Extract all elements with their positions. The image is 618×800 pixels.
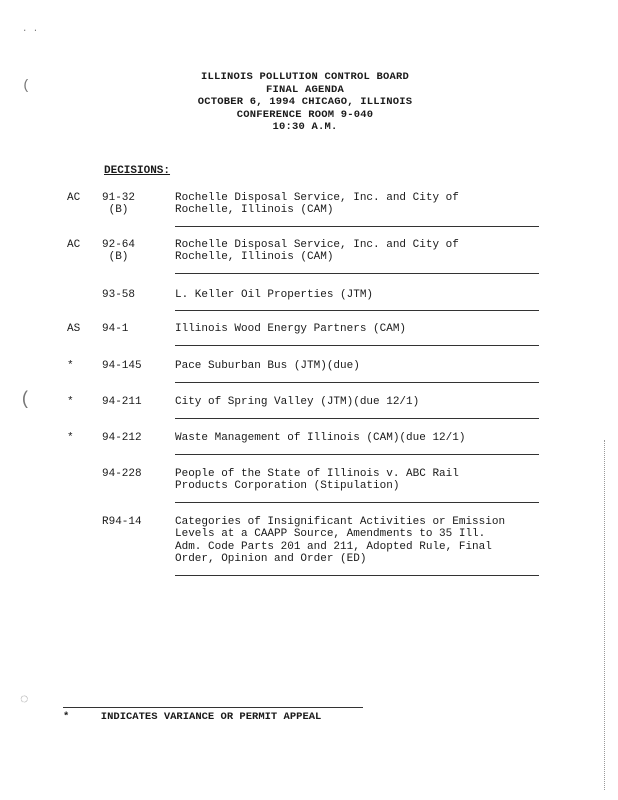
item-code: * bbox=[67, 396, 74, 408]
item-description bbox=[175, 323, 545, 335]
scan-speck: ( bbox=[22, 78, 31, 94]
docket-number: 94-145 bbox=[102, 360, 142, 372]
description-line: Order, Opinion and Order (ED) bbox=[175, 553, 367, 566]
scan-speck: · · bbox=[22, 26, 39, 36]
meeting-time: 10:30 A.M. bbox=[272, 121, 338, 134]
description-line: Rochelle, Illinois (CAM) bbox=[175, 251, 334, 264]
docket-number: 94-228 bbox=[102, 468, 142, 480]
docket-number: 92-64 (B) bbox=[102, 239, 136, 264]
description-line: Rochelle Disposal Service, Inc. and City of bbox=[175, 192, 459, 204]
description-line: City of Spring Valley (JTM)(due 12/1) bbox=[175, 396, 420, 408]
docket-number: R94-14 bbox=[102, 516, 142, 528]
docket-number: 94-1 bbox=[102, 323, 129, 335]
description-line: Rochelle Disposal Service, Inc. and City of bbox=[175, 239, 459, 251]
item-rule bbox=[175, 418, 539, 419]
description-line: Levels at a CAAPP Source, Amendments to 35 Ill. bbox=[175, 528, 486, 541]
item-rule bbox=[175, 454, 539, 455]
section-title: DECISIONS: bbox=[104, 165, 171, 177]
description-line: Rochelle, Illinois (CAM) bbox=[175, 204, 334, 217]
description-line: People of the State of Illinois v. ABC Rail bbox=[175, 468, 459, 480]
agenda-header bbox=[120, 71, 490, 134]
description-line: Illinois Wood Energy Partners (CAM) bbox=[175, 323, 407, 335]
punch-hole-mark: ◌ bbox=[20, 692, 29, 708]
item-description bbox=[175, 396, 545, 408]
item-description bbox=[175, 289, 545, 301]
item-description bbox=[175, 468, 545, 493]
item-code: AC bbox=[67, 239, 81, 251]
item-description bbox=[175, 192, 545, 217]
meeting-date-location: OCTOBER 6, 1994 CHICAGO, ILLINOIS bbox=[197, 96, 413, 109]
item-rule bbox=[175, 345, 539, 346]
docket-number: 93-58 bbox=[102, 289, 136, 301]
item-description bbox=[175, 360, 545, 372]
description-line: L. Keller Oil Properties (JTM) bbox=[175, 289, 374, 301]
item-code: * bbox=[67, 432, 74, 444]
item-description bbox=[175, 432, 545, 444]
item-code: AC bbox=[67, 192, 81, 204]
footer-rule bbox=[63, 707, 363, 708]
item-description bbox=[175, 239, 545, 264]
description-line: Adm. Code Parts 201 and 211, Adopted Rule, Final bbox=[175, 540, 492, 553]
description-line: Products Corporation (Stipulation) bbox=[175, 480, 400, 493]
agenda-title: FINAL AGENDA bbox=[265, 83, 344, 96]
description-line: Pace Suburban Bus (JTM)(due) bbox=[175, 360, 360, 372]
docket-number: 94-212 bbox=[102, 432, 142, 444]
item-rule bbox=[175, 575, 539, 576]
item-rule bbox=[175, 502, 539, 503]
footer-note: * INDICATES VARIANCE OR PERMIT APPEAL bbox=[63, 711, 322, 723]
scan-speck: ( bbox=[20, 390, 31, 410]
description-line: Waste Management of Illinois (CAM)(due 12/1) bbox=[175, 432, 466, 444]
scan-edge-line bbox=[604, 440, 605, 790]
item-rule bbox=[175, 226, 539, 227]
item-code: * bbox=[67, 360, 74, 372]
meeting-room: CONFERENCE ROOM 9-040 bbox=[236, 108, 374, 121]
item-rule bbox=[175, 310, 539, 311]
board-name: ILLINOIS POLLUTION CONTROL BOARD bbox=[200, 71, 410, 83]
description-line: Categories of Insignificant Activities or Emission bbox=[175, 516, 506, 528]
docket-number: 94-211 bbox=[102, 396, 142, 408]
item-code: AS bbox=[67, 323, 81, 335]
item-rule bbox=[175, 273, 539, 274]
item-rule bbox=[175, 382, 539, 383]
docket-number: 91-32 (B) bbox=[102, 192, 136, 217]
item-description bbox=[175, 516, 545, 566]
